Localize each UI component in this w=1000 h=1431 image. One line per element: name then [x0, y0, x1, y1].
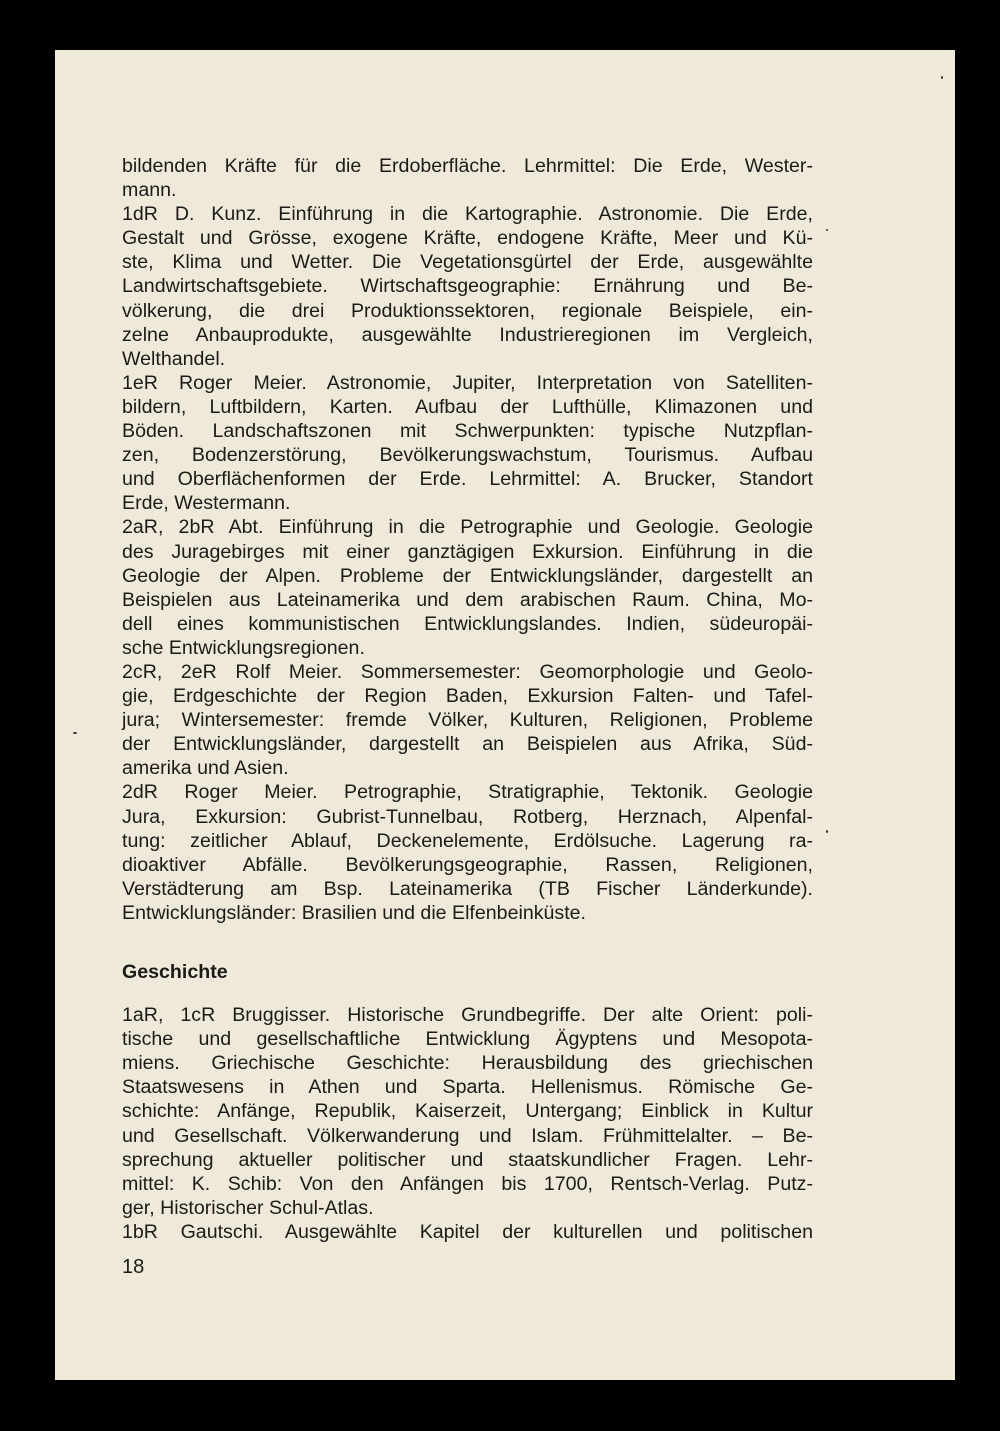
- text-line: Geologie der Alpen. Probleme der Entwicklungsländer, dargestellt an: [122, 564, 813, 587]
- text-line: dioaktiver Abfälle. Bevölkerungsgeographie, Rassen, Religionen,: [122, 853, 813, 876]
- text-line: Böden. Landschaftszonen mit Schwerpunkten: typische Nutzpflan-: [122, 420, 813, 443]
- paragraph-geography-intro: [122, 154, 813, 202]
- text-line: miens. Griechische Geschichte: Herausbildung des griechischen: [122, 1052, 813, 1075]
- paragraph-1aR-1cR: [122, 1003, 813, 1220]
- text-line: bildern, Luftbildern, Karten. Aufbau der Lufthülle, Klimazonen und: [122, 395, 813, 418]
- text-line: tung: zeitlicher Ablauf, Deckenelemente, Erdölsuche. Lagerung ra-: [122, 829, 813, 852]
- page-number: 18: [122, 1256, 145, 1278]
- text-line: mittel: K. Schib: Von den Anfängen bis 1700, Rentsch-Verlag. Putz-: [122, 1172, 813, 1195]
- paragraph-1eR: [122, 371, 813, 516]
- text-line: Welthandel.: [122, 347, 226, 370]
- text-line: dell eines kommunistischen Entwicklungslandes. Indien, südeuropäi-: [122, 612, 813, 635]
- page-content: [122, 154, 813, 1244]
- text-line: Verstädterung am Bsp. Lateinamerika (TB Fischer Länderkunde).: [122, 877, 813, 900]
- text-line: Beispielen aus Lateinamerika und dem arabischen Raum. China, Mo-: [122, 588, 813, 611]
- text-line: jura; Wintersemester: fremde Völker, Kulturen, Religionen, Probleme: [122, 709, 813, 732]
- text-line: völkerung, die drei Produktionssektoren, regionale Beispiele, ein-: [122, 299, 813, 322]
- text-line: 1dR D. Kunz. Einführung in die Kartographie. Astronomie. Die Erde,: [122, 203, 813, 226]
- text-line: 2dR Roger Meier. Petrographie, Stratigraphie, Tektonik. Geologie: [122, 781, 813, 804]
- text-line: bildenden Kräfte für die Erdoberfläche. Lehrmittel: Die Erde, Wester-: [122, 155, 813, 177]
- text-line: Staatswesens in Athen und Sparta. Hellenismus. Römische Ge-: [122, 1076, 813, 1099]
- text-line: Jura, Exkursion: Gubrist-Tunnelbau, Rotberg, Herznach, Alpenfal-: [122, 805, 813, 828]
- text-line: ste, Klima und Wetter. Die Vegetationsgürtel der Erde, ausgewählte: [122, 251, 813, 274]
- document-page: [55, 50, 955, 1380]
- text-line: zelne Anbauprodukte, ausgewählte Industrieregionen im Vergleich,: [122, 323, 813, 346]
- text-line: Landwirtschaftsgebiete. Wirtschaftsgeographie: Ernährung und Be-: [122, 275, 813, 298]
- text-line: 2cR, 2eR Rolf Meier. Sommersemester: Geomorphologie und Geolo-: [122, 660, 813, 683]
- text-line: schichte: Anfänge, Republik, Kaiserzeit, Untergang; Einblick in Kultur: [122, 1100, 813, 1123]
- text-line: 2aR, 2bR Abt. Einführung in die Petrographie und Geologie. Geologie: [122, 516, 813, 539]
- paragraph-1bR: [122, 1220, 813, 1244]
- paper-speck: [941, 76, 943, 79]
- text-line: und Gesellschaft. Völkerwanderung und Islam. Frühmittelalter. – Be-: [122, 1124, 813, 1147]
- paper-speck: [826, 229, 828, 231]
- paragraph-2cR-2eR: [122, 660, 813, 780]
- paragraph-2aR-2bR: [122, 515, 813, 660]
- text-line: Erde, Westermann.: [122, 492, 291, 515]
- text-line: sprechung aktueller politischer und staatskundlicher Fragen. Lehr-: [122, 1148, 813, 1171]
- text-line: Gestalt und Grösse, exogene Kräfte, endogene Kräfte, Meer und Kü-: [122, 227, 813, 250]
- text-line: 1bR Gautschi. Ausgewählte Kapitel der kulturellen und politischen: [122, 1220, 813, 1243]
- paragraph-1dR: [122, 202, 813, 371]
- text-line: und Oberflächenformen der Erde. Lehrmittel: A. Brucker, Standort: [122, 468, 813, 491]
- section-heading: Geschichte: [122, 961, 228, 983]
- text-line: sche Entwicklungsregionen.: [122, 636, 365, 659]
- text-line: gie, Erdgeschichte der Region Baden, Exkursion Falten- und Tafel-: [122, 685, 813, 708]
- paper-speck: [826, 830, 828, 833]
- text-line: ger, Historischer Schul-Atlas.: [122, 1196, 374, 1219]
- text-line: 1aR, 1cR Bruggisser. Historische Grundbegriffe. Der alte Orient: poli-: [122, 1004, 813, 1027]
- text-line: Entwicklungsländer: Brasilien und die Elfenbeinküste.: [122, 901, 586, 924]
- text-line: des Juragebirges mit einer ganztägigen Exkursion. Einführung in die: [122, 540, 813, 563]
- text-line: amerika und Asien.: [122, 757, 289, 780]
- paper-speck: [73, 732, 77, 734]
- text-line: 1eR Roger Meier. Astronomie, Jupiter, Interpretation von Satelliten-: [122, 371, 813, 394]
- text-line: zen, Bodenzerstörung, Bevölkerungswachstum, Tourismus. Aufbau: [122, 444, 813, 467]
- paragraph-2dR: [122, 780, 813, 925]
- text-line: der Entwicklungsländer, dargestellt an Beispielen aus Afrika, Süd-: [122, 733, 813, 756]
- text-line: tische und gesellschaftliche Entwicklung Ägyptens und Mesopota-: [122, 1028, 813, 1051]
- text-line: mann.: [122, 179, 177, 202]
